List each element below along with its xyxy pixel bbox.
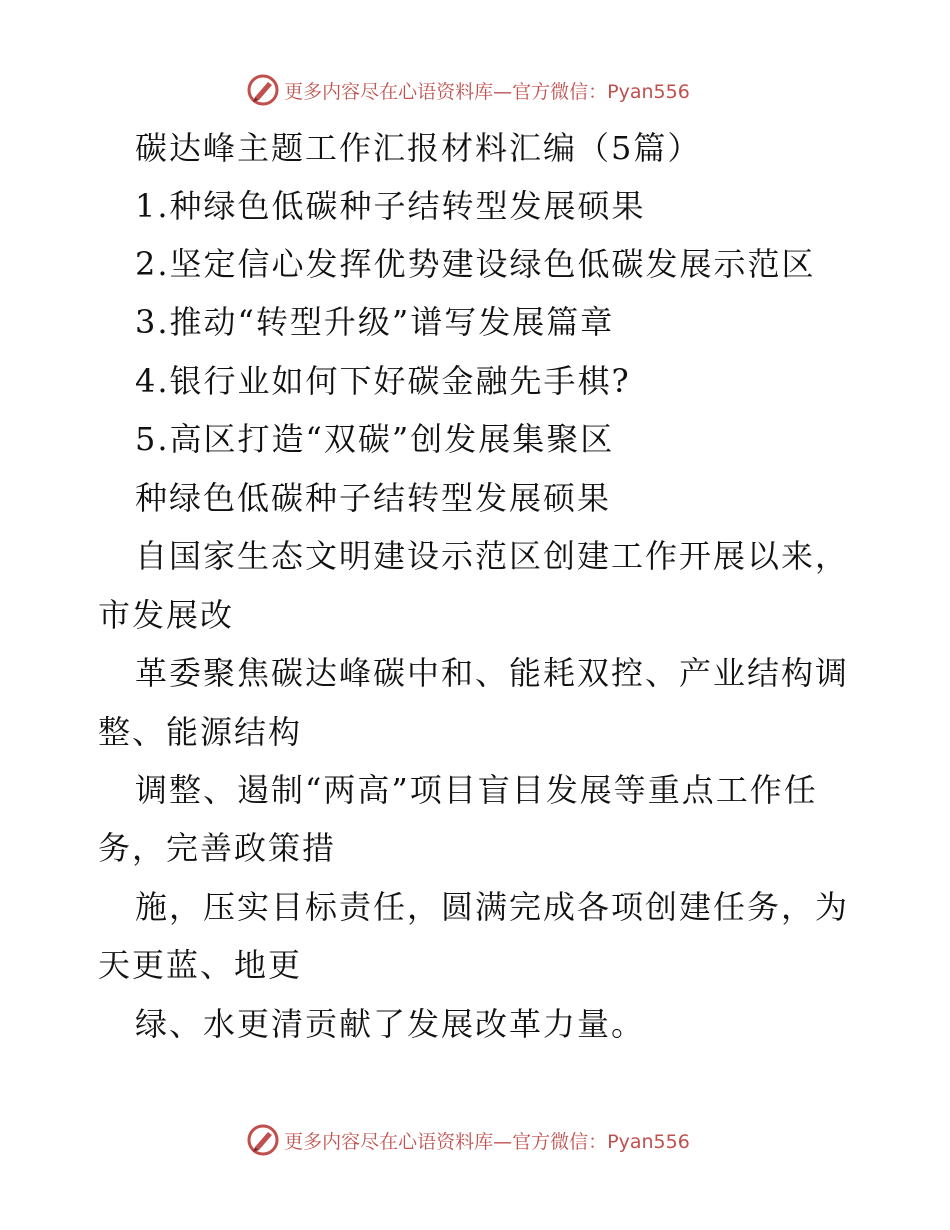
paragraph-line: 自国家生态文明建设示范区创建工作开展以来，	[135, 537, 850, 575]
paragraph-line: 天更蓝、地更	[98, 946, 303, 984]
toc-item-4: 4.银行业如何下好碳金融先手棋?	[135, 362, 631, 400]
header-watermark	[0, 70, 950, 110]
pen-logo-icon	[246, 73, 280, 107]
toc-item-5: 5.高区打造“双碳”创发展集聚区	[135, 420, 615, 458]
toc-item-3: 3.推动“转型升级”谱写发展篇章	[135, 303, 615, 341]
watermark-text: 更多内容尽在心语资料库—官方微信：Pyan556	[284, 80, 690, 103]
paragraph-line: 务，完善政策措	[98, 829, 337, 867]
paragraph-line: 调整、遏制“两高”项目盲目发展等重点工作任	[135, 771, 818, 809]
pen-logo-icon	[246, 1123, 280, 1157]
watermark-text: 更多内容尽在心语资料库—官方微信：Pyan556	[284, 1130, 690, 1153]
paragraph-line: 革委聚焦碳达峰碳中和、能耗双控、产业结构调	[135, 654, 850, 692]
paragraph-line: 施，压实目标责任，圆满完成各项创建任务，为	[135, 888, 850, 926]
document-title: 碳达峰主题工作汇报材料汇编（5篇）	[135, 129, 702, 167]
paragraph-line: 市发展改	[98, 596, 235, 634]
footer-watermark	[0, 1120, 950, 1160]
toc-item-1: 1.种绿色低碳种子结转型发展硕果	[135, 187, 646, 225]
toc-item-2: 2.坚定信心发挥优势建设绿色低碳发展示范区	[135, 245, 816, 283]
section-heading: 种绿色低碳种子结转型发展硕果	[135, 479, 612, 517]
paragraph-line: 绿、水更清贡献了发展改革力量。	[135, 1005, 646, 1043]
paragraph-line: 整、能源结构	[98, 713, 303, 751]
